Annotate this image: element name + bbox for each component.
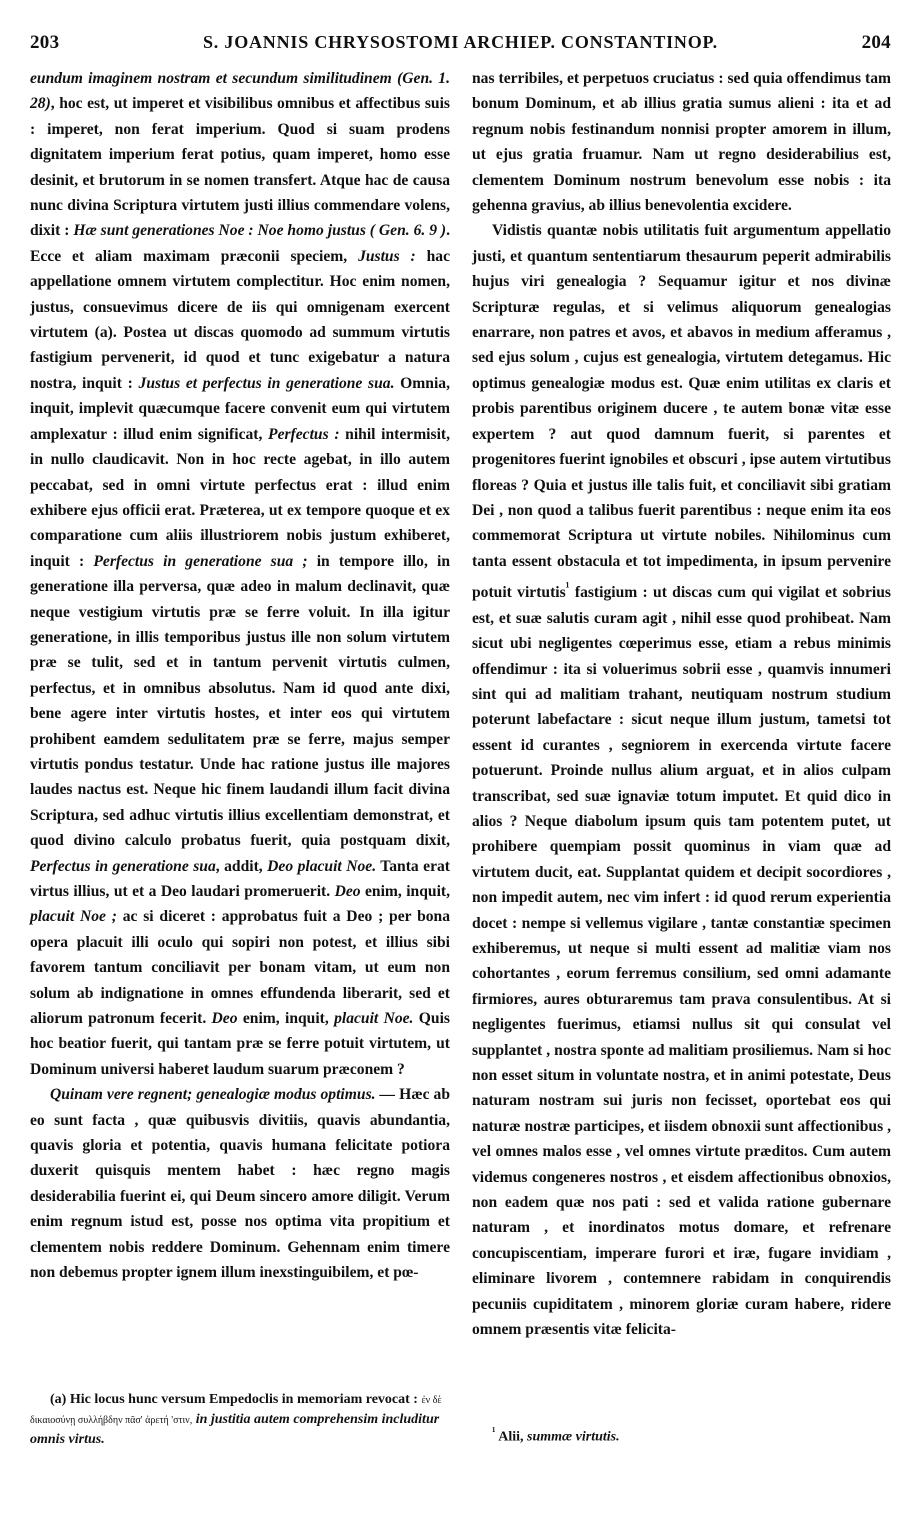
scripture-quote: Deo	[211, 1010, 238, 1028]
right-paragraph-1: nas terribiles, et perpetuos cruciatus : sed quia offendimus tam bonum Dominum, et ab illius gratia sumus alieni : ita et ad regnum nobis festinandum nonnisi propter amorem in illum, ut ejus gratia fruamur. Nam ut regno desiderabilius est, clementem Dominum nostrum benevolum esse nobis : ita gehenna gravius, ab illius benevolentia excidere.	[472, 70, 891, 215]
footnote-1	[472, 1422, 891, 1447]
text-span: Quis hoc beatior fuerit, qui tantam præ se ferre potuit virtutem, ut Dominum universi haberet laudum suarum præconem ?	[30, 1010, 450, 1078]
left-column	[30, 66, 450, 1286]
text-span: nihil intermisit, in nullo claudicavit. Non in hoc recte agebat, in illo autem peccabat, sed in omni virtute perfectus erat : illud enim exhibere ejus officii erat. Præterea, ut ex tempore quoque et ex comparatione cum aliis illustriorem nobis justum exhiberet, inquit :	[30, 425, 451, 570]
text-span: hac appellatione omnem virtutem complectitur. Hoc enim nomen, justus, consuevimus dicere de iis qui omnigenam exercent virtutem (a). Postea ut discas quomodo ad summum virtutis fastigium pervenerit, id quod et tunc exigebatur a natura nostra, inquit :	[30, 247, 450, 392]
scripture-quote: Perfectus in generatione sua ;	[93, 552, 308, 570]
text-span: , hoc est, ut imperet et visibilibus omnibus et affectibus suis : imperet, non ferat imperium. Quod si suam prodens dignitatem imperium ferat potius, quam imperet, homo esse desinit, et brutorum in se nomen transfert. Atque hac de causa nunc divina Scriptura virtutem justi illius commendare volens, dixit :	[30, 95, 450, 240]
left-paragraph-2	[30, 1082, 450, 1285]
scripture-citation: eundum imaginem nostram et secundum similitudinem (Gen. 1. 28)	[30, 70, 450, 113]
footnote-a	[30, 1390, 450, 1449]
text-span: summæ virtutis.	[527, 1429, 620, 1445]
text-span: in tempore illo, in generatione illa perversa, quæ adeo in malum declinavit, quæ neque vestigium virtutis præ se ferre voluit. In illa igitur generatione, in illis temporibus justus ille non solum virtutem præ se tulit, sed et in tantum pervenit virtutis culmen, perfectus, et in omnibus absolutus. Nam id quod ante dixi, bene agere inter virtutis hostes, et inter eos qui virtutem prohibent eamdem sedulitatem præ se ferre, majus semper virtutis pondus testatur. Unde hac ratione justus ille majores laudes nactus est. Neque hic finem laudandi illum facit divina Scriptura, sed adhuc virtutis illius excellentiam demonstrat, et quod divino calculo probatus fuerit, quia postquam dixit,	[30, 552, 450, 850]
scripture-quote: Deo	[334, 883, 361, 900]
text-span: enim, inquit,	[360, 883, 450, 900]
greek-verse: ἐν δὲ δικαιοσύνῃ συλλήβδην πᾶσ' ἀρετή 'στιν,	[30, 1395, 442, 1426]
page-number-left: 203	[30, 32, 60, 53]
text-span: ac si diceret : approbatus fuit a Deo ; per bona opera placuit illi oculo qui sopiri non potest, et illius sibi favorem tantum conciliavit per bonam vitam, ut eum non solum ab indignatione in omnes effundenda liberarit, sed et aliorum patronum fecerit.	[30, 908, 451, 1028]
page-number-right: 204	[861, 32, 891, 53]
text-span: . Ecce et aliam maximam præconii speciem,	[30, 222, 450, 265]
scripture-quote: Deo placuit Noe.	[267, 857, 377, 875]
text-span: Vidistis quantæ nobis utilitatis fuit argumentum appellatio justi, et quantum sententiarum thesaurum peperit admirabilis hujus viri genealogia ? Sequamur igitur et nos divinæ Scripturæ regulas, et si velimus aliquorum genealogias enarrare, non patres et avos, et abavos in medium afferamus , sed ejus solum , cujus est genealogia, virtutem detegamus. Hic optimus genealogiæ modus est. Quæ enim utilitas ex claris et probis parentibus originem ducere , te autem bonæ vitæ esse expertem ? aut quod damnum fuerit, si parentes et progenitores fuerint ignobiles et obscuri , ipse autem virtutibus floreas ? Quia et justus ille talis fuit, et conciliavit sibi gratiam Dei , non quod a talibus fuerit parentibus : neque enim ita eos commemorat Scriptura ut virtute nobiles. Nihilominus cum tanta essent obstacula et tot impedimenta, in ipsum pervenire potuit virtutis	[472, 222, 891, 602]
text-span: Alii,	[495, 1429, 528, 1445]
text-span: , addit,	[215, 857, 268, 875]
scripture-quote: Hæ sunt generationes Noe : Noe homo justus ( Gen. 6. 9 )	[73, 222, 447, 240]
scripture-quote: Perfectus :	[268, 425, 340, 443]
text-span: Tanta erat virtus illius, ut et a Deo laudari promeruerit.	[30, 857, 450, 900]
right-paragraph-2	[472, 218, 891, 1342]
running-header	[30, 32, 891, 62]
footnote-left	[30, 1390, 450, 1449]
text-span: (a) Hic locus hunc versum Empedoclis in memoriam revocat :	[50, 1392, 422, 1407]
scripture-quote: placuit Noe ;	[30, 908, 117, 926]
text-span: enim, inquit,	[237, 1010, 335, 1028]
right-column	[472, 66, 891, 1343]
footnote-right	[472, 1422, 891, 1447]
left-paragraph-1	[30, 66, 450, 1082]
text-span: Hæc ab eo sunt facta , quæ quibusvis divitiis, quavis abundantia, quavis gloria et potentia, quavis humana felicitate potiora duxerit quisquis mentem habet : hæc regno magis desiderabilia fuerint ei, qui Deum sincero amore diligit. Verum enim regnum istud est, posse nos optima vita propitium et clementem nobis reddere Dominum. Gehennam enim timere non debemus propter ignem illum inexstinguibilem, et pœ-	[30, 1086, 450, 1282]
text-span: in justitia autem comprehensim includitur omnis virtus.	[30, 1412, 440, 1447]
footnote-marker: ¹	[565, 579, 570, 595]
scripture-quote: Justus et perfectus in generatione sua.	[138, 374, 395, 392]
text-span: fastigium : ut discas cum qui vigilat et sobrius est, et suæ salutis curam agit , nihil esse quod prohibeat. Nam sicut ubi negligentes cœperimus esse, etiam a rebus minimis offendimur : ita si voluerimus sobrii esse , quamvis innumeri sint qui ad malitiam trahant, neutiquam nostrum studium poterunt labefactare : sicut neque illum justum, tametsi tot essent id curantes , segniorem in exercenda virtute facere potuerunt. Proinde nullus alium arguat, et in alios culpam transcribat, sed suæ ignaviæ totum imputet. Et quid dico in alios ? Neque diabolum ipsum quis tam potentem putet, ut prohibere quempiam possit quominus in viam quæ ad virtutem ducit, eat. Supplantat quidem et decipit socordiores , non impedit autem, nec vim infert : id quod rerum experientia docet : nempe si vellemus vigilare , tantæ constantiæ specimen exhiberemus, ut neque si multi essent ad malitiæ viam nos cohortantes , eorum ferremus consilium, sed omni adamante firmiores, aures obturaremus tam prava consulentibus. At si negligentes fuerimus, etiamsi nullus sit qui consulat vel supplantet , nostra sponte ad malitiam prosiliemus. Nam si hoc non esset situm in voluntate nostra, et in animi potestate, Deus naturam nostram sui juris non fecisset, oportebat eos qui naturæ nostræ participes, et iisdem obnoxii sunt affectionibus , vel omnes malos esse , vel omnes virtute præditos. Cum autem videmus congeneres nostros , et eisdem affectionibus obnoxios, non eadem quæ nos pati : sed et valida ratione gubernare naturam , et inordinatos motus domare, et refrenare concupiscentiam, imperare furori et iræ, fugare invidiam , eliminare livorem , contemnere rabidam in conquirendis pecuniis cupiditatem , minorem gloriæ curam habere, ridere omnem præsentis vitæ felicita-	[472, 584, 891, 1339]
scripture-quote: Perfectus in generatione sua	[30, 857, 216, 875]
running-title: S. JOANNIS CHRYSOSTOMI ARCHIEP. CONSTANTINOP.	[203, 32, 718, 52]
footnote-marker: ¹	[492, 1425, 496, 1438]
scripture-quote: Justus :	[358, 247, 416, 265]
scripture-quote: placuit Noe.	[334, 1010, 414, 1028]
text-span: Omnia, inquit, implevit quæcumque facere convenit eum qui virtutem amplexatur : illud enim significat,	[30, 374, 450, 443]
section-heading: Quinam vere regnent; genealogiæ modus optimus. —	[50, 1086, 396, 1104]
